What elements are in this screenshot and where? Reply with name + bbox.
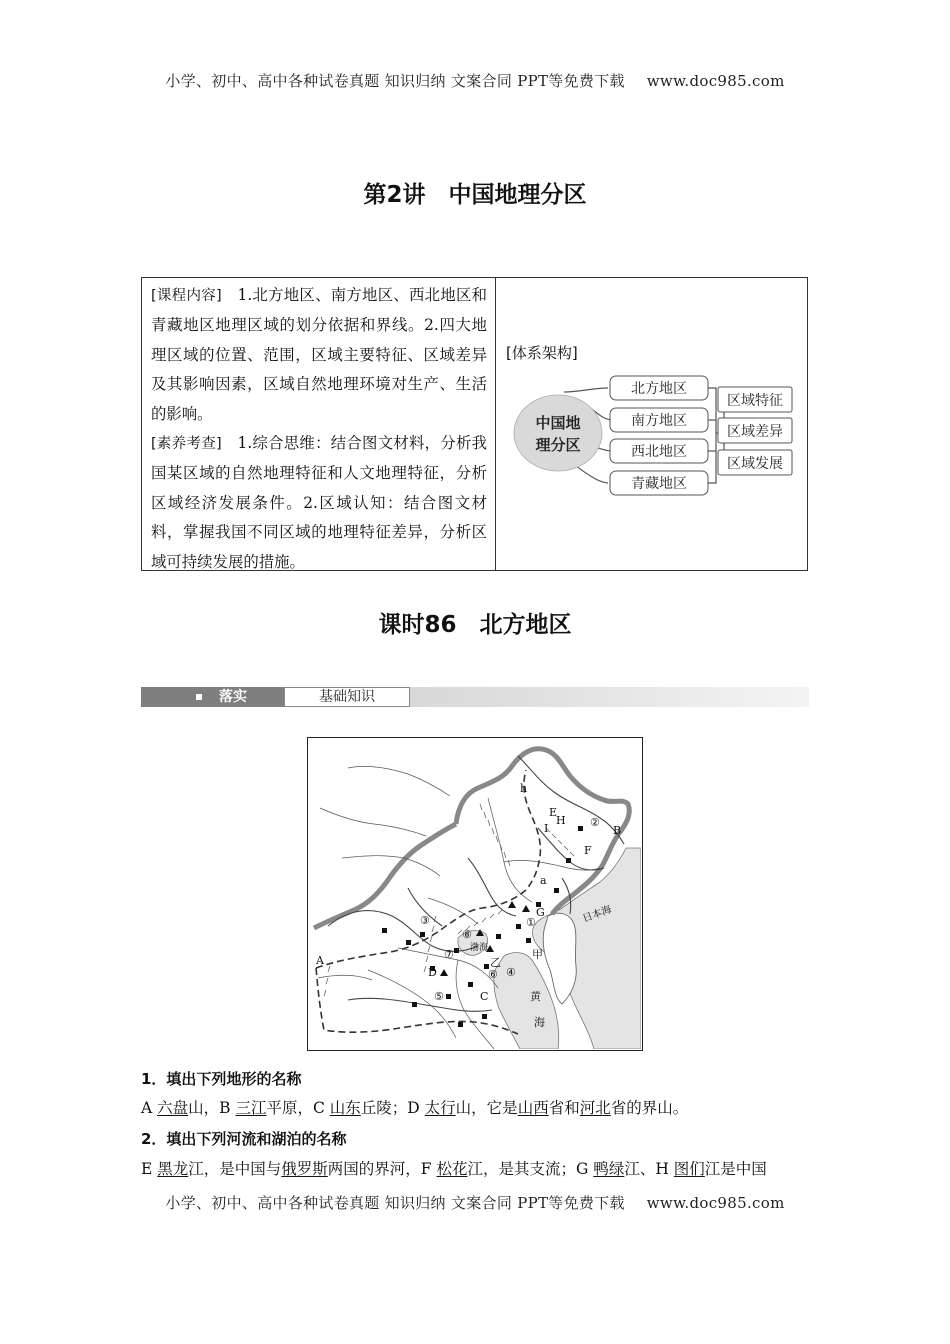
page-footer xyxy=(0,1192,950,1213)
section-banner xyxy=(141,687,809,711)
square-icon xyxy=(196,694,202,700)
aspect-label-development: 区域发展 xyxy=(727,456,783,472)
question-1-text xyxy=(141,1096,811,1118)
q2-text: 江，是其支流；G xyxy=(467,1160,594,1178)
map-label-C: C xyxy=(480,990,489,1003)
region-label-south: 南方地区 xyxy=(631,413,687,429)
q2-text: E xyxy=(141,1160,158,1178)
map-label-n2: ② xyxy=(590,816,600,829)
q2-text: 江，是中国与 xyxy=(188,1160,282,1178)
map-label-n7: ⑦ xyxy=(444,948,454,961)
q1-text: 山，B xyxy=(188,1099,236,1117)
q1-answer-hebei: 河北 xyxy=(579,1099,611,1117)
map-label-n6: ⑥ xyxy=(488,968,498,981)
aspect-label-features: 区域特征 xyxy=(727,393,783,409)
question-1-heading: 1．填出下列地形的名称 xyxy=(141,1070,302,1088)
q1-answer-c: 山东 xyxy=(329,1099,361,1117)
banner-dark-label: 落实 xyxy=(219,689,247,705)
map-label-H: H xyxy=(556,814,566,827)
map-label-E: E xyxy=(549,806,558,819)
map-label-sea-japan: 日本海 xyxy=(581,904,614,925)
q1-answer-d: 太行 xyxy=(424,1099,456,1117)
region-label-north: 北方地区 xyxy=(631,381,687,397)
architecture-label: [体系架构] xyxy=(506,344,578,362)
national-border-north xyxy=(314,824,456,928)
question-2-heading: 2．填出下列河流和湖泊的名称 xyxy=(141,1130,347,1148)
mindmap-center-line2: 理分区 xyxy=(535,436,581,454)
map-label-n4: ④ xyxy=(506,966,516,979)
q2-answer-russia: 俄罗斯 xyxy=(281,1160,328,1178)
info-table xyxy=(141,277,808,571)
q2-answer-e: 黑龙 xyxy=(157,1160,189,1178)
north-china-map xyxy=(307,737,643,1051)
q1-text: 丘陵；D xyxy=(360,1099,425,1117)
q2-answer-g: 鸭绿 xyxy=(593,1160,625,1178)
q1-answer-shanxi: 山西 xyxy=(517,1099,549,1117)
region-label-northwest: 西北地区 xyxy=(631,444,687,460)
map-label-jia: 甲 xyxy=(532,948,543,961)
map-label-h: h xyxy=(520,782,528,795)
map-label-I: I xyxy=(544,822,549,835)
map-label-G: G xyxy=(536,906,545,919)
q1-text: 平原，C xyxy=(266,1099,330,1117)
map-label-B: B xyxy=(613,824,622,837)
q1-answer-a: 六盘 xyxy=(157,1099,189,1117)
header-text: 小学、初中、高中各种试卷真题 知识归纳 文案合同 PPT等免费下载 xyxy=(165,72,625,90)
q2-answer-h: 图们 xyxy=(673,1160,705,1178)
north-region-boundary xyxy=(316,770,540,968)
lesson-title: 课时86 北方地区 xyxy=(378,612,572,638)
q1-text: 省和 xyxy=(548,1099,580,1117)
q2-text: 江、H xyxy=(624,1160,674,1178)
map-label-bohai: 渤海 xyxy=(470,943,489,953)
page-header xyxy=(0,70,950,91)
mindmap-center-node xyxy=(514,395,602,471)
map-label-A: A xyxy=(316,954,324,967)
banner-light-tab: 基础知识 xyxy=(284,687,410,707)
q2-text: 两国的界河，F xyxy=(327,1160,437,1178)
map-svg xyxy=(308,738,641,1049)
literacy-tag: [素养考查] xyxy=(151,436,222,453)
map-label-F: F xyxy=(584,844,592,857)
map-label-D: D xyxy=(428,966,437,979)
mindmap-center-line1: 中国地 xyxy=(535,414,581,432)
map-label-n1: ① xyxy=(526,916,536,929)
question-2-text xyxy=(141,1157,811,1179)
q1-text: A xyxy=(141,1099,158,1117)
course-objectives xyxy=(142,278,496,570)
header-url[interactable]: www.doc985.com xyxy=(646,72,785,90)
architecture-panel xyxy=(496,278,807,570)
map-label-n3: ③ xyxy=(420,914,430,927)
map-label-a: a xyxy=(540,874,547,887)
map-label-n5: ⑤ xyxy=(434,990,444,1003)
region-label-qingzang: 青藏地区 xyxy=(631,476,687,492)
mindmap-diagram xyxy=(496,278,808,570)
aspect-label-differences: 区域差异 xyxy=(727,424,783,440)
map-label-n8: ⑧ xyxy=(462,928,472,941)
footer-text: 小学、初中、高中各种试卷真题 知识归纳 文案合同 PPT等免费下载 xyxy=(165,1194,625,1212)
q2-text: 江是中国 xyxy=(704,1160,767,1178)
map-label-yellow-sea-1: 黄 xyxy=(530,990,541,1003)
banner-dark-tab xyxy=(141,687,284,707)
q2-answer-f: 松花 xyxy=(436,1160,468,1178)
q1-text: 山，它是 xyxy=(455,1099,518,1117)
course-content-text: 1.北方地区、南方地区、西北地区和青藏地区地理区域的划分依据和界线。2.四大地理区域的位置、范围，区域主要特征、区域差异及其影响因素，区域自然地理环境对生产、生活的影响。 xyxy=(151,286,487,423)
main-title: 第2讲 中国地理分区 xyxy=(363,182,587,208)
footer-url[interactable]: www.doc985.com xyxy=(646,1194,785,1212)
course-content-tag: [课程内容] xyxy=(151,288,222,304)
literacy-text: 1.综合思维：结合图文材料，分析我国某区域的自然地理特征和人文地理特征，分析区域经济发展条件。2.区域认知：结合图文材料，掌握我国不同区域的地理特征差异，分析区域可持续发展的措施。 xyxy=(151,434,487,571)
map-label-yi: 乙 xyxy=(490,956,501,969)
q1-answer-b: 三江 xyxy=(235,1099,267,1117)
q1-text: 省的界山。 xyxy=(610,1099,689,1117)
map-label-yellow-sea-2: 海 xyxy=(534,1016,545,1029)
